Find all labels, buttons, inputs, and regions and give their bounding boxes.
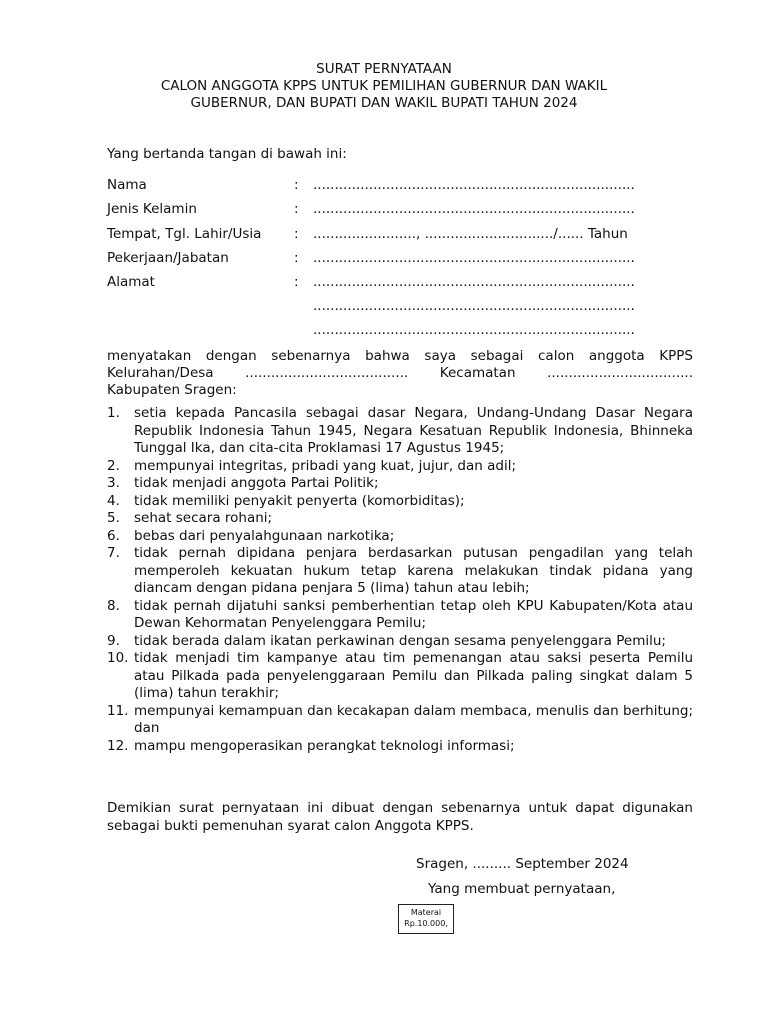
list-item (107, 703, 693, 738)
field-value-ttl: ........................, ............................../...... Tahun (313, 226, 628, 242)
field-colon: : (294, 226, 299, 242)
list-item-number: 3. (107, 475, 120, 491)
stamp-label: Materai (410, 908, 442, 917)
doc-title: SURAT PERNYATAAN (316, 61, 452, 77)
place-date: Sragen, ......... September 2024 (416, 856, 629, 872)
list-item (107, 738, 693, 756)
list-item-text: tidak pernah dipidana penjara berdasarkan putusan pengadilan yang telah memperoleh kekuatan hukum tetap karena melakukan tindak pidana yang diancam dengan pidana penjara 5 (lima) tahun atau lebih; (134, 545, 693, 596)
list-item (107, 405, 693, 458)
list-item-text: sehat secara rohani; (134, 510, 273, 526)
list-item (107, 493, 693, 511)
list-item-number: 2. (107, 457, 120, 474)
list-item-text: setia kepada Pancasila sebagai dasar Negara, Undang-Undang Dasar Negara Republik Indonesia Tahun 1945, Negara Kesatuan Republik Indonesia, Bhinneka Tunggal Ika, dan cita-cita Proklamasi 17 Agustus 1945; (134, 405, 693, 456)
field-colon: : (294, 201, 299, 217)
list-item-number: 9. (107, 632, 120, 649)
list-item-number: 6. (107, 527, 120, 544)
intro-text: Yang bertanda tangan di bawah ini: (107, 146, 347, 162)
list-item-text: mempunyai kemampuan dan kecakapan dalam membaca, menulis dan berhitung; dan (134, 702, 693, 736)
list-item-number: 8. (107, 597, 120, 614)
list-item (107, 633, 693, 651)
list-item-number: 10. (107, 650, 129, 666)
list-item-text: tidak memiliki penyakit penyerta (komorbiditas); (134, 492, 465, 509)
field-colon: : (294, 250, 299, 266)
signer-caption: Yang membuat pernyataan, (428, 881, 616, 897)
stamp-amount: Rp.10.000, (404, 919, 448, 928)
field-label-jenis-kelamin: Jenis Kelamin (107, 201, 197, 217)
list-item-number: 7. (107, 545, 120, 561)
list-item-text: tidak pernah dijatuhi sanksi pemberhentian tetap oleh KPU Kabupaten/Kota atau Dewan Kehormatan Penyelenggara Pemilu; (134, 597, 693, 631)
doc-subtitle-line2: GUBERNUR, DAN BUPATI DAN WAKIL BUPATI TAHUN 2024 (190, 95, 578, 111)
list-item-number: 11. (107, 702, 129, 719)
materai-stamp-box (398, 904, 454, 934)
field-value-alamat-line2: ........................................................................... (313, 298, 635, 314)
field-colon: : (294, 177, 299, 193)
statement-line1: menyatakan dengan sebenarnya bahwa saya sebagai calon anggota KPPS (107, 348, 693, 364)
list-item-text: tidak berada dalam ikatan perkawinan dengan sesama penyelenggara Pemilu; (134, 632, 666, 649)
list-item (107, 510, 693, 528)
field-label-nama: Nama (107, 177, 147, 193)
field-value-jenis-kelamin: ........................................................................... (313, 201, 635, 217)
field-label-pekerjaan: Pekerjaan/Jabatan (107, 250, 229, 266)
list-item-text: tidak menjadi anggota Partai Politik; (134, 475, 379, 491)
field-value-alamat-line3: ........................................................................... (313, 322, 635, 338)
list-item (107, 598, 693, 633)
list-item (107, 650, 693, 703)
closing-paragraph: Demikian surat pernyataan ini dibuat dengan sebenarnya untuk dapat digunakan sebagai bukti pemenuhan syarat calon Anggota KPPS. (107, 800, 693, 834)
field-colon: : (294, 274, 299, 290)
statement-line3: Kabupaten Sragen: (107, 382, 237, 398)
field-value-pekerjaan: ........................................................................... (313, 250, 635, 266)
statement-line2: Kelurahan/Desa ...................................... Kecamatan .................................. (107, 365, 693, 381)
list-item-text: mampu mengoperasikan perangkat teknologi informasi; (134, 737, 515, 754)
list-item-number: 4. (107, 492, 120, 509)
list-item-number: 1. (107, 405, 120, 421)
list-item-number: 12. (107, 737, 129, 754)
field-label-ttl: Tempat, Tgl. Lahir/Usia (107, 226, 262, 242)
list-item-text: bebas dari penyalahgunaan narkotika; (134, 527, 395, 544)
list-item (107, 545, 693, 598)
list-item-text: tidak menjadi tim kampanye atau tim pemenangan atau saksi peserta Pemilu atau Pilkada pada penyelenggaraan Pemilu dan Pilkada paling singkat dalam 5 (lima) tahun terakhir; (134, 650, 693, 701)
list-item (107, 528, 693, 546)
list-item-number: 5. (107, 510, 120, 526)
field-value-nama: ........................................................................... (313, 177, 635, 193)
field-label-alamat: Alamat (107, 274, 155, 290)
doc-subtitle-line1: CALON ANGGOTA KPPS UNTUK PEMILIHAN GUBERNUR DAN WAKIL (160, 78, 608, 94)
requirements-list (107, 405, 693, 755)
list-item-text: mempunyai integritas, pribadi yang kuat, jujur, dan adil; (134, 457, 516, 474)
list-item (107, 458, 693, 476)
list-item (107, 475, 693, 493)
field-value-alamat-line1: ........................................................................... (313, 274, 635, 290)
